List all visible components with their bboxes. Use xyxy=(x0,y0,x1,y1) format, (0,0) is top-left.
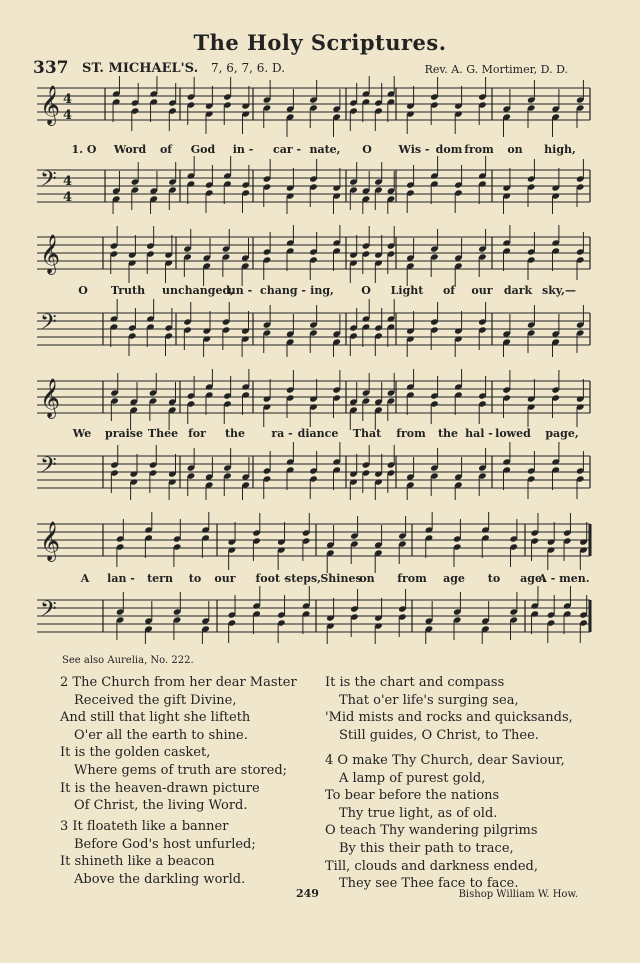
verse-line: 2 The Church from her dear Master xyxy=(60,675,297,690)
lyric-syllable: diance xyxy=(297,427,339,440)
lyric-line xyxy=(0,284,640,300)
verse-line: A lamp of purest gold, xyxy=(339,770,486,786)
lyric-syllable: of xyxy=(442,284,456,297)
bass-clef-icon: 𝄢 xyxy=(40,597,57,627)
lyric-syllable: to xyxy=(487,572,501,585)
lyric-syllable: in - xyxy=(232,143,254,156)
lyric-syllable: O xyxy=(78,284,88,297)
hymn-number: 337 xyxy=(33,58,69,78)
lyric-syllable: steps, xyxy=(285,572,321,585)
bass-clef-icon: 𝄢 xyxy=(40,453,57,483)
bass-clef-icon: 𝄢 xyxy=(40,167,57,197)
lyric-syllable: A - men. xyxy=(538,572,590,585)
lyric-syllable: That xyxy=(352,427,382,440)
verse-line: O teach Thy wandering pilgrims xyxy=(325,823,538,839)
lyric-syllable: 1. O xyxy=(71,143,97,156)
lyric-line xyxy=(0,143,640,159)
time-signature: 4 xyxy=(63,92,73,107)
verse-line: Till, clouds and darkness ended, xyxy=(325,858,538,874)
lyric-syllable: nate, xyxy=(309,143,341,156)
lyric-syllable: hal - xyxy=(465,427,493,440)
lyric-syllable: sky,— xyxy=(542,284,576,297)
page-number: 249 xyxy=(296,887,319,900)
lyric-syllable: foot - xyxy=(255,572,289,585)
treble-clef-icon: 𝄞 xyxy=(40,85,61,125)
lyric-syllable: Wis - xyxy=(398,143,430,156)
verse-line: By this their path to trace, xyxy=(339,840,514,856)
verse-line: 'Mid mists and rocks and quicksands, xyxy=(325,710,573,726)
lyric-syllable: age xyxy=(443,572,465,585)
verse-line: 4 O make Thy Church, dear Saviour, xyxy=(325,753,565,768)
lyric-syllable: age. xyxy=(520,572,546,585)
lyric-syllable: ing, xyxy=(310,284,334,297)
verse-line: It is the golden casket, xyxy=(60,745,211,761)
lyric-syllable: praise xyxy=(105,427,143,440)
lyric-syllable: car - xyxy=(272,143,302,156)
meter: 7, 6, 7, 6. D. xyxy=(211,61,286,75)
verse-line: And still that light she lifteth xyxy=(60,710,251,726)
lyric-syllable: O xyxy=(362,143,372,156)
lyric-syllable: to xyxy=(188,572,202,585)
lyric-syllable: dom xyxy=(435,143,463,156)
verse-line: O'er all the earth to shine. xyxy=(74,727,248,743)
bass-clef-icon: 𝄢 xyxy=(40,310,57,340)
verse-2 xyxy=(60,674,297,815)
verse-line: Still guides, O Christ, to Thee. xyxy=(339,727,539,743)
verse-line: Of Christ, the living Word. xyxy=(74,798,248,814)
verse-line: 3 It floateth like a banner xyxy=(60,819,229,834)
composer: Rev. A. G. Mortimer, D. D. xyxy=(424,63,568,76)
lyric-syllable: ra - xyxy=(271,427,293,440)
verse-3-continued xyxy=(325,674,573,744)
lyric-syllable: lan - xyxy=(107,572,135,585)
treble-clef-icon: 𝄞 xyxy=(40,521,61,561)
lyric-syllable: the xyxy=(437,427,459,440)
lyric-syllable: of xyxy=(159,143,173,156)
time-signature: 4 xyxy=(63,108,73,123)
lyric-syllable: high, xyxy=(544,143,576,156)
verse-line: Where gems of truth are stored; xyxy=(74,762,288,778)
lyric-syllable: from xyxy=(464,143,494,156)
lyric-syllable: for xyxy=(188,427,206,440)
verse-line: It is the heaven-drawn picture xyxy=(60,780,260,796)
verse-line: It shineth like a beacon xyxy=(60,854,215,870)
section-title: The Holy Scriptures. xyxy=(193,30,447,55)
verse-line: To bear before the nations xyxy=(325,788,500,804)
lyric-syllable: dark xyxy=(503,284,533,297)
lyric-syllable: lowed xyxy=(495,427,531,440)
lyric-syllable: tern xyxy=(147,572,173,585)
lyric-syllable: on xyxy=(359,572,375,585)
lyric-syllable: our xyxy=(471,284,493,297)
author: Bishop William W. How. xyxy=(458,889,578,900)
lyric-syllable: un - xyxy=(227,284,253,297)
lyric-syllable: We xyxy=(72,427,92,440)
treble-clef-icon: 𝄞 xyxy=(40,378,61,418)
treble-clef-icon: 𝄞 xyxy=(40,234,61,274)
lyric-syllable: O xyxy=(361,284,371,297)
verse-4 xyxy=(325,752,565,893)
see-also-note: See also Aurelia, No. 222. xyxy=(62,655,194,666)
time-signature: 4 xyxy=(63,174,73,189)
verse-line: Above the darkling world. xyxy=(74,871,246,887)
lyric-syllable: God xyxy=(190,143,216,156)
lyric-syllable: the xyxy=(224,427,246,440)
verse-line: They see Thee face to face. xyxy=(339,876,519,892)
lyric-syllable: page, xyxy=(545,427,579,440)
verse-3 xyxy=(60,818,256,888)
lyric-syllable: on xyxy=(507,143,523,156)
tune-name: ST. MICHAEL'S. xyxy=(82,61,199,76)
lyric-line xyxy=(0,572,640,588)
lyric-syllable: Truth xyxy=(110,284,146,297)
verse-line: Received the gift Divine, xyxy=(74,692,237,708)
lyric-syllable: our xyxy=(214,572,236,585)
verse-line: That o'er life's surging sea, xyxy=(339,692,519,708)
lyric-syllable: Shines xyxy=(320,572,362,585)
time-signature: 4 xyxy=(63,190,73,205)
lyric-syllable: from xyxy=(397,572,427,585)
verse-line: Thy true light, as of old. xyxy=(339,805,498,821)
verse-line: It is the chart and compass xyxy=(325,675,505,690)
lyric-syllable: unchanged, xyxy=(161,284,235,297)
lyric-syllable: Light xyxy=(390,284,424,297)
lyric-line xyxy=(0,427,640,443)
verse-line: Before God's host unfurled; xyxy=(74,836,256,852)
lyric-syllable: Word xyxy=(113,143,147,156)
lyric-syllable: A xyxy=(80,572,90,585)
lyric-syllable: from xyxy=(396,427,426,440)
lyric-syllable: Thee xyxy=(147,427,179,440)
lyric-syllable: chang - xyxy=(260,284,306,297)
